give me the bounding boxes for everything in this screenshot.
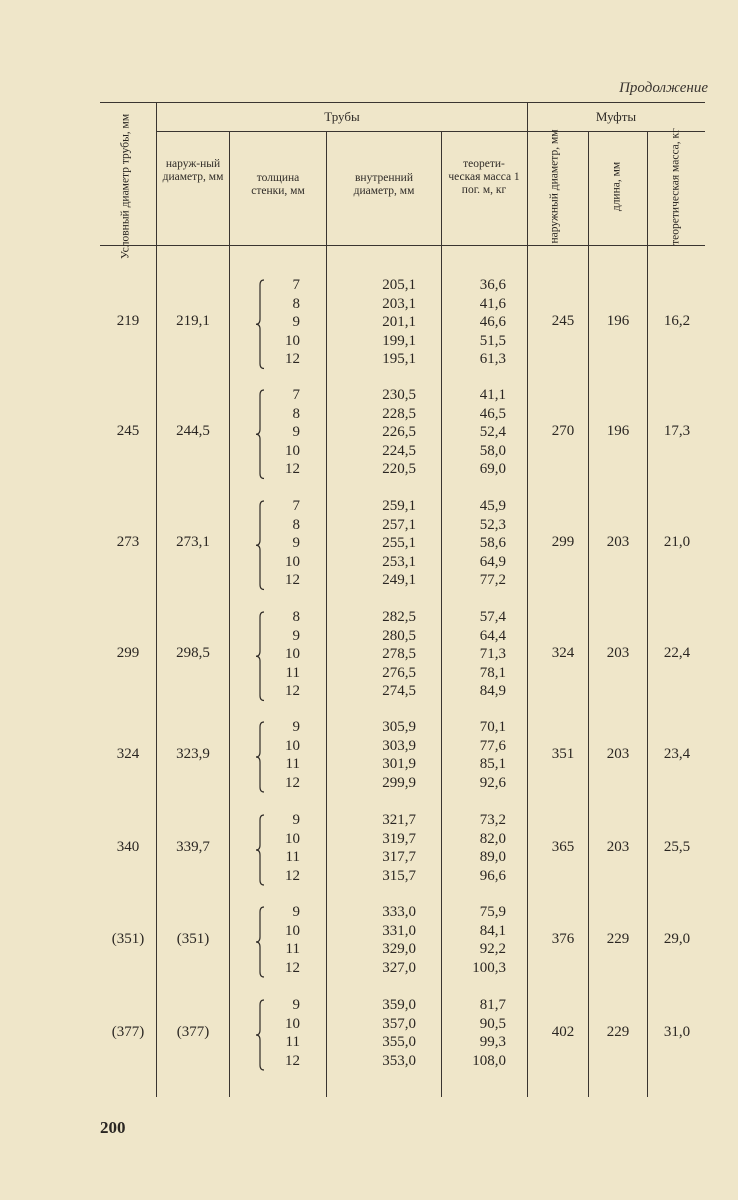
- theoretical-mass-cell: 45,9: [479, 498, 506, 514]
- coupling-mass-cell: 25,5: [663, 839, 691, 855]
- wall-thickness-cell: 12: [285, 867, 300, 884]
- header-pipes: Трубы: [324, 109, 360, 124]
- inner-diameter-cell-column: [340, 276, 416, 369]
- coupling-outer-diameter-cell: 376: [551, 931, 575, 947]
- wall-thickness-cell: 10: [285, 737, 300, 754]
- brace-icon: [255, 610, 265, 703]
- coupling-length-cell: 203: [606, 839, 630, 855]
- theoretical-mass-cell: 92,6: [479, 774, 506, 791]
- outer-diameter-cell: (377): [176, 1024, 210, 1040]
- theoretical-mass-cell: 57,4: [479, 609, 506, 625]
- wall-thickness-cell: 12: [285, 774, 300, 791]
- inner-diameter-cell: 228,5: [382, 405, 416, 422]
- header-nominal-diameter: Условный диаметр трубы, мм: [119, 113, 132, 260]
- theoretical-mass-cell: 36,6: [479, 277, 506, 293]
- wall-thickness-cell: 7: [292, 277, 300, 293]
- table-row-group: [100, 386, 705, 481]
- inner-diameter-cell: 359,0: [382, 997, 416, 1013]
- wall-thickness-cell: 9: [292, 424, 300, 440]
- theoretical-mass-cell: 41,6: [479, 295, 506, 312]
- coupling-outer-diameter-cell: 299: [551, 534, 575, 551]
- wall-thickness-cell: 10: [285, 442, 300, 459]
- coupling-outer-diameter-cell: 365: [551, 839, 575, 855]
- coupling-mass-cell: 22,4: [663, 645, 691, 662]
- inner-diameter-cell: 331,0: [382, 922, 416, 939]
- theoretical-mass-cell-column: [450, 497, 506, 590]
- inner-diameter-cell: 226,5: [382, 424, 416, 440]
- wall-thickness-cell-column: [270, 903, 300, 977]
- inner-diameter-cell: 199,1: [382, 332, 416, 349]
- outer-diameter-cell: 273,1: [176, 534, 210, 551]
- theoretical-mass-cell: 46,5: [479, 405, 506, 422]
- theoretical-mass-cell-column: [450, 608, 506, 701]
- wall-thickness-cell: 10: [285, 646, 300, 662]
- coupling-mass-cell: 16,2: [663, 313, 691, 330]
- inner-diameter-cell: 301,9: [382, 756, 416, 772]
- wall-thickness-cell: 10: [285, 922, 300, 939]
- wall-thickness-cell: 12: [285, 1052, 300, 1069]
- nominal-diameter-cell: 324: [116, 746, 140, 762]
- theoretical-mass-cell: 71,3: [479, 646, 506, 662]
- theoretical-mass-cell-column: [450, 903, 506, 977]
- theoretical-mass-cell: 70,1: [479, 719, 506, 735]
- wall-thickness-cell: 9: [292, 812, 300, 828]
- wall-thickness-cell: 8: [292, 516, 300, 533]
- wall-thickness-cell: 9: [292, 627, 300, 644]
- header-coupling-mass: теоретическая масса, кг: [669, 128, 682, 245]
- page-number: 200: [100, 1118, 126, 1137]
- header-coupling-length: длина, мм: [610, 161, 623, 212]
- theoretical-mass-cell: 64,9: [479, 553, 506, 570]
- theoretical-mass-cell: 41,1: [479, 387, 506, 403]
- coupling-length-cell: 203: [606, 645, 630, 662]
- coupling-mass-cell: 17,3: [663, 423, 691, 440]
- header-inner-diameter: внутренний диаметр, мм: [353, 172, 415, 197]
- inner-diameter-cell: 321,7: [382, 812, 416, 828]
- theoretical-mass-cell: 82,0: [479, 830, 506, 847]
- inner-diameter-cell-column: [340, 608, 416, 701]
- header-coupling-outer-diameter: наружный диаметр, мм: [548, 129, 561, 244]
- theoretical-mass-cell: 99,3: [479, 1034, 506, 1050]
- inner-diameter-cell: 305,9: [382, 719, 416, 735]
- coupling-mass-cell: 31,0: [663, 1024, 691, 1040]
- wall-thickness-cell: 10: [285, 332, 300, 349]
- wall-thickness-cell: 8: [292, 405, 300, 422]
- table-row-group: [100, 718, 705, 813]
- inner-diameter-cell: 319,7: [382, 830, 416, 847]
- wall-thickness-cell: 12: [285, 461, 300, 477]
- inner-diameter-cell: 278,5: [382, 646, 416, 662]
- theoretical-mass-cell: 78,1: [479, 664, 506, 681]
- header-wall-thickness: толщина стенки, мм: [251, 172, 305, 197]
- wall-thickness-cell: 11: [285, 941, 300, 957]
- inner-diameter-cell: 249,1: [382, 572, 416, 588]
- theoretical-mass-cell: 96,6: [479, 867, 506, 884]
- nominal-diameter-cell: 340: [116, 839, 140, 855]
- wall-thickness-cell: 12: [285, 959, 300, 976]
- inner-diameter-cell-column: [340, 903, 416, 977]
- coupling-length-cell: 196: [606, 313, 630, 330]
- inner-diameter-cell: 195,1: [382, 351, 416, 367]
- coupling-outer-diameter-cell: 270: [551, 423, 575, 440]
- brace-icon: [255, 905, 265, 979]
- coupling-length-cell: 203: [606, 534, 630, 551]
- wall-thickness-cell: 12: [285, 572, 300, 588]
- brace-icon: [255, 998, 265, 1072]
- inner-diameter-cell: 276,5: [382, 664, 416, 681]
- wall-thickness-cell: 11: [285, 849, 300, 865]
- theoretical-mass-cell: 100,3: [472, 959, 506, 976]
- wall-thickness-cell-column: [270, 497, 300, 590]
- inner-diameter-cell: 220,5: [382, 461, 416, 477]
- theoretical-mass-cell-column: [450, 276, 506, 369]
- wall-thickness-cell: 9: [292, 719, 300, 735]
- wall-thickness-cell: 9: [292, 997, 300, 1013]
- nominal-diameter-cell: 273: [116, 534, 140, 551]
- coupling-outer-diameter-cell: 245: [551, 313, 575, 330]
- nominal-diameter-cell: 219: [116, 313, 140, 330]
- theoretical-mass-cell-column: [450, 996, 506, 1070]
- inner-diameter-cell: 299,9: [382, 774, 416, 791]
- inner-diameter-cell: 333,0: [382, 904, 416, 920]
- theoretical-mass-cell-column: [450, 718, 506, 792]
- coupling-length-cell: 203: [606, 746, 630, 762]
- theoretical-mass-cell: 89,0: [479, 849, 506, 865]
- outer-diameter-cell: 244,5: [176, 423, 210, 440]
- inner-diameter-cell: 329,0: [382, 941, 416, 957]
- inner-diameter-cell: 274,5: [382, 683, 416, 699]
- inner-diameter-cell: 253,1: [382, 553, 416, 570]
- table-row-group: [100, 608, 705, 703]
- wall-thickness-cell: 10: [285, 1015, 300, 1032]
- inner-diameter-cell-column: [340, 386, 416, 479]
- coupling-mass-cell: 23,4: [663, 746, 691, 762]
- inner-diameter-cell: 255,1: [382, 535, 416, 551]
- wall-thickness-cell-column: [270, 996, 300, 1070]
- wall-thickness-cell: 8: [292, 609, 300, 625]
- wall-thickness-cell: 11: [285, 1034, 300, 1050]
- wall-thickness-cell-column: [270, 386, 300, 479]
- inner-diameter-cell: 315,7: [382, 867, 416, 884]
- coupling-length-cell: 229: [606, 931, 630, 947]
- brace-icon: [255, 499, 265, 592]
- wall-thickness-cell: 8: [292, 295, 300, 312]
- inner-diameter-cell: 257,1: [382, 516, 416, 533]
- wall-thickness-cell: 7: [292, 498, 300, 514]
- theoretical-mass-cell: 51,5: [479, 332, 506, 349]
- theoretical-mass-cell: 69,0: [479, 461, 506, 477]
- coupling-mass-cell: 21,0: [663, 534, 691, 551]
- wall-thickness-cell: 11: [285, 664, 300, 681]
- coupling-outer-diameter-cell: 324: [551, 645, 575, 662]
- theoretical-mass-cell: 52,4: [479, 424, 506, 440]
- brace-icon: [255, 720, 265, 794]
- header-theoretical-mass: теорети-ческая масса 1 пог. м, кг: [448, 158, 520, 196]
- inner-diameter-cell: 205,1: [382, 277, 416, 293]
- coupling-length-cell: 196: [606, 423, 630, 440]
- inner-diameter-cell: 224,5: [382, 442, 416, 459]
- outer-diameter-cell: 323,9: [176, 746, 210, 762]
- nominal-diameter-cell: (351): [111, 931, 145, 947]
- inner-diameter-cell: 280,5: [382, 627, 416, 644]
- theoretical-mass-cell-column: [450, 386, 506, 479]
- table-top-rule: [100, 102, 705, 103]
- theoretical-mass-cell: 52,3: [479, 516, 506, 533]
- table-row-group: [100, 996, 705, 1091]
- wall-thickness-cell-column: [270, 718, 300, 792]
- brace-icon: [255, 388, 265, 481]
- theoretical-mass-cell: 92,2: [479, 941, 506, 957]
- inner-diameter-cell: 201,1: [382, 314, 416, 330]
- table-row-group: [100, 903, 705, 998]
- nominal-diameter-cell: (377): [111, 1024, 145, 1040]
- outer-diameter-cell: 219,1: [176, 313, 210, 330]
- wall-thickness-cell: 9: [292, 904, 300, 920]
- coupling-length-cell: 229: [606, 1024, 630, 1040]
- wall-thickness-cell-column: [270, 608, 300, 701]
- inner-diameter-cell: 317,7: [382, 849, 416, 865]
- theoretical-mass-cell: 81,7: [479, 997, 506, 1013]
- inner-diameter-cell: 259,1: [382, 498, 416, 514]
- theoretical-mass-cell: 84,9: [479, 683, 506, 699]
- wall-thickness-cell-column: [270, 276, 300, 369]
- wall-thickness-cell: 11: [285, 756, 300, 772]
- inner-diameter-cell: 282,5: [382, 609, 416, 625]
- table-row-group: [100, 497, 705, 592]
- theoretical-mass-cell: 64,4: [479, 627, 506, 644]
- brace-icon: [255, 813, 265, 887]
- theoretical-mass-cell: 58,6: [479, 535, 506, 551]
- inner-diameter-cell-column: [340, 811, 416, 885]
- table-row-group: [100, 276, 705, 371]
- wall-thickness-cell: 12: [285, 351, 300, 367]
- inner-diameter-cell: 353,0: [382, 1052, 416, 1069]
- wall-thickness-cell: 9: [292, 535, 300, 551]
- theoretical-mass-cell: 46,6: [479, 314, 506, 330]
- continuation-label: Продолжение: [619, 80, 708, 96]
- inner-diameter-cell-column: [340, 497, 416, 590]
- inner-diameter-cell: 327,0: [382, 959, 416, 976]
- theoretical-mass-cell-column: [450, 811, 506, 885]
- theoretical-mass-cell: 77,6: [479, 737, 506, 754]
- theoretical-mass-cell: 58,0: [479, 442, 506, 459]
- wall-thickness-cell: 9: [292, 314, 300, 330]
- theoretical-mass-cell: 73,2: [479, 812, 506, 828]
- inner-diameter-cell-column: [340, 718, 416, 792]
- theoretical-mass-cell: 61,3: [479, 351, 506, 367]
- inner-diameter-cell: 230,5: [382, 387, 416, 403]
- wall-thickness-cell: 10: [285, 830, 300, 847]
- brace-icon: [255, 278, 265, 371]
- theoretical-mass-cell: 75,9: [479, 904, 506, 920]
- inner-diameter-cell: 303,9: [382, 737, 416, 754]
- outer-diameter-cell: (351): [176, 931, 210, 947]
- subheader-rule-pipes: [157, 131, 527, 132]
- header-couplings: Муфты: [595, 109, 637, 124]
- theoretical-mass-cell: 108,0: [472, 1052, 506, 1069]
- coupling-outer-diameter-cell: 402: [551, 1024, 575, 1040]
- wall-thickness-cell-column: [270, 811, 300, 885]
- coupling-outer-diameter-cell: 351: [551, 746, 575, 762]
- wall-thickness-cell: 7: [292, 387, 300, 403]
- wall-thickness-cell: 10: [285, 553, 300, 570]
- theoretical-mass-cell: 90,5: [479, 1015, 506, 1032]
- theoretical-mass-cell: 77,2: [479, 572, 506, 588]
- outer-diameter-cell: 298,5: [176, 645, 210, 662]
- theoretical-mass-cell: 84,1: [479, 922, 506, 939]
- inner-diameter-cell: 355,0: [382, 1034, 416, 1050]
- wall-thickness-cell: 12: [285, 683, 300, 699]
- outer-diameter-cell: 339,7: [176, 839, 210, 855]
- inner-diameter-cell-column: [340, 996, 416, 1070]
- coupling-mass-cell: 29,0: [663, 931, 691, 947]
- nominal-diameter-cell: 299: [116, 645, 140, 662]
- table-row-group: [100, 811, 705, 906]
- theoretical-mass-cell: 85,1: [479, 756, 506, 772]
- inner-diameter-cell: 357,0: [382, 1015, 416, 1032]
- header-outer-diameter: наруж-ный диаметр, мм: [162, 158, 224, 183]
- inner-diameter-cell: 203,1: [382, 295, 416, 312]
- nominal-diameter-cell: 245: [116, 423, 140, 440]
